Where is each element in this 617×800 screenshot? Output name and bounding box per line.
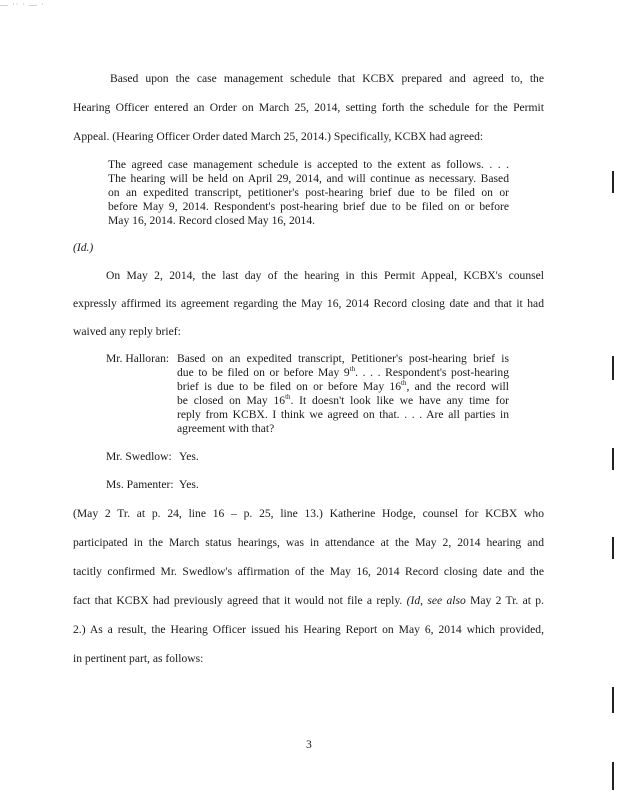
revision-bar: [612, 171, 614, 193]
speaker-halloran: Mr. Halloran:: [106, 352, 170, 365]
para2-line3: waived any reply brief:: [73, 325, 181, 338]
quote1-line1: The agreed case management schedule is accepted to the extent as follows. . . .: [108, 158, 509, 171]
scan-header-mark: — ·· · — ·: [0, 0, 45, 9]
para3-line1: (May 2 Tr. at p. 24, line 16 – p. 25, line 13.) Katherine Hodge, counsel for KCBX who: [73, 507, 544, 520]
para1-line1: Based upon the case management schedule that KCBX prepared and agreed to, the: [110, 72, 544, 85]
halloran-line4: be closed on May 16th. It doesn't look like we have any time for: [177, 393, 509, 407]
revision-bar: [612, 687, 614, 713]
para3-line3: tacitly confirmed Mr. Swedlow's affirmation of the May 16, 2014 Record closing date and the: [73, 565, 544, 578]
swedlow-response: Yes.: [179, 450, 199, 463]
pamenter-response: Yes.: [179, 478, 199, 491]
halloran-line5: reply from KCBX. I think we agreed on that. . . . Are all parties in: [177, 408, 509, 421]
para2-line2: expressly affirmed its agreement regarding the May 16, 2014 Record closing date and that it had: [73, 297, 544, 310]
para2-line1: On May 2, 2014, the last day of the hearing in this Permit Appeal, KCBX's counsel: [106, 269, 544, 282]
halloran-line3: brief is due to be filed on or before May 16th, and the record will: [177, 379, 509, 393]
quote1-line2: The hearing will be held on April 29, 2014, and will continue as necessary. Based: [108, 172, 509, 185]
halloran-line6: agreement with that?: [177, 422, 275, 435]
speaker-swedlow: Mr. Swedlow:: [106, 450, 172, 463]
para3-line2: participated in the March status hearings, was in attendance at the May 2, 2014 hearing and: [73, 536, 544, 549]
para3-line6: in pertinent part, as follows:: [73, 652, 204, 665]
revision-bar: [612, 537, 614, 559]
page-number: 3: [306, 738, 312, 751]
cite-id: (Id.): [73, 241, 94, 254]
para3-line5: 2.) As a result, the Hearing Officer issued his Hearing Report on May 6, 2014 which provided,: [73, 623, 544, 636]
halloran-line2: due to be filed on or before May 9th. . . . Respondent's post-hearing: [177, 365, 509, 379]
quote1-line5: May 16, 2014. Record closed May 16, 2014.: [108, 214, 316, 227]
revision-bar: [612, 448, 614, 470]
speaker-pamenter: Ms. Pamenter:: [106, 478, 174, 491]
para1-line2: Hearing Officer entered an Order on March 25, 2014, setting forth the schedule for the Permit: [73, 101, 544, 114]
halloran-line1: Based on an expedited transcript, Petitioner's post-hearing brief is: [177, 352, 509, 365]
quote1-line4: before May 9, 2014. Respondent's post-hearing brief due to be filed on or before: [108, 200, 509, 213]
quote1-line3: on an expedited transcript, petitioner's post-hearing brief due to be filed on or: [108, 186, 509, 199]
revision-bar: [612, 762, 614, 790]
para1-line3: Appeal. (Hearing Officer Order dated March 25, 2014.) Specifically, KCBX had agreed:: [73, 130, 484, 143]
para3-line4: fact that KCBX had previously agreed that it would not file a reply. (Id, see also May 2 Tr. at p.: [73, 594, 544, 607]
revision-bar: [612, 356, 614, 380]
